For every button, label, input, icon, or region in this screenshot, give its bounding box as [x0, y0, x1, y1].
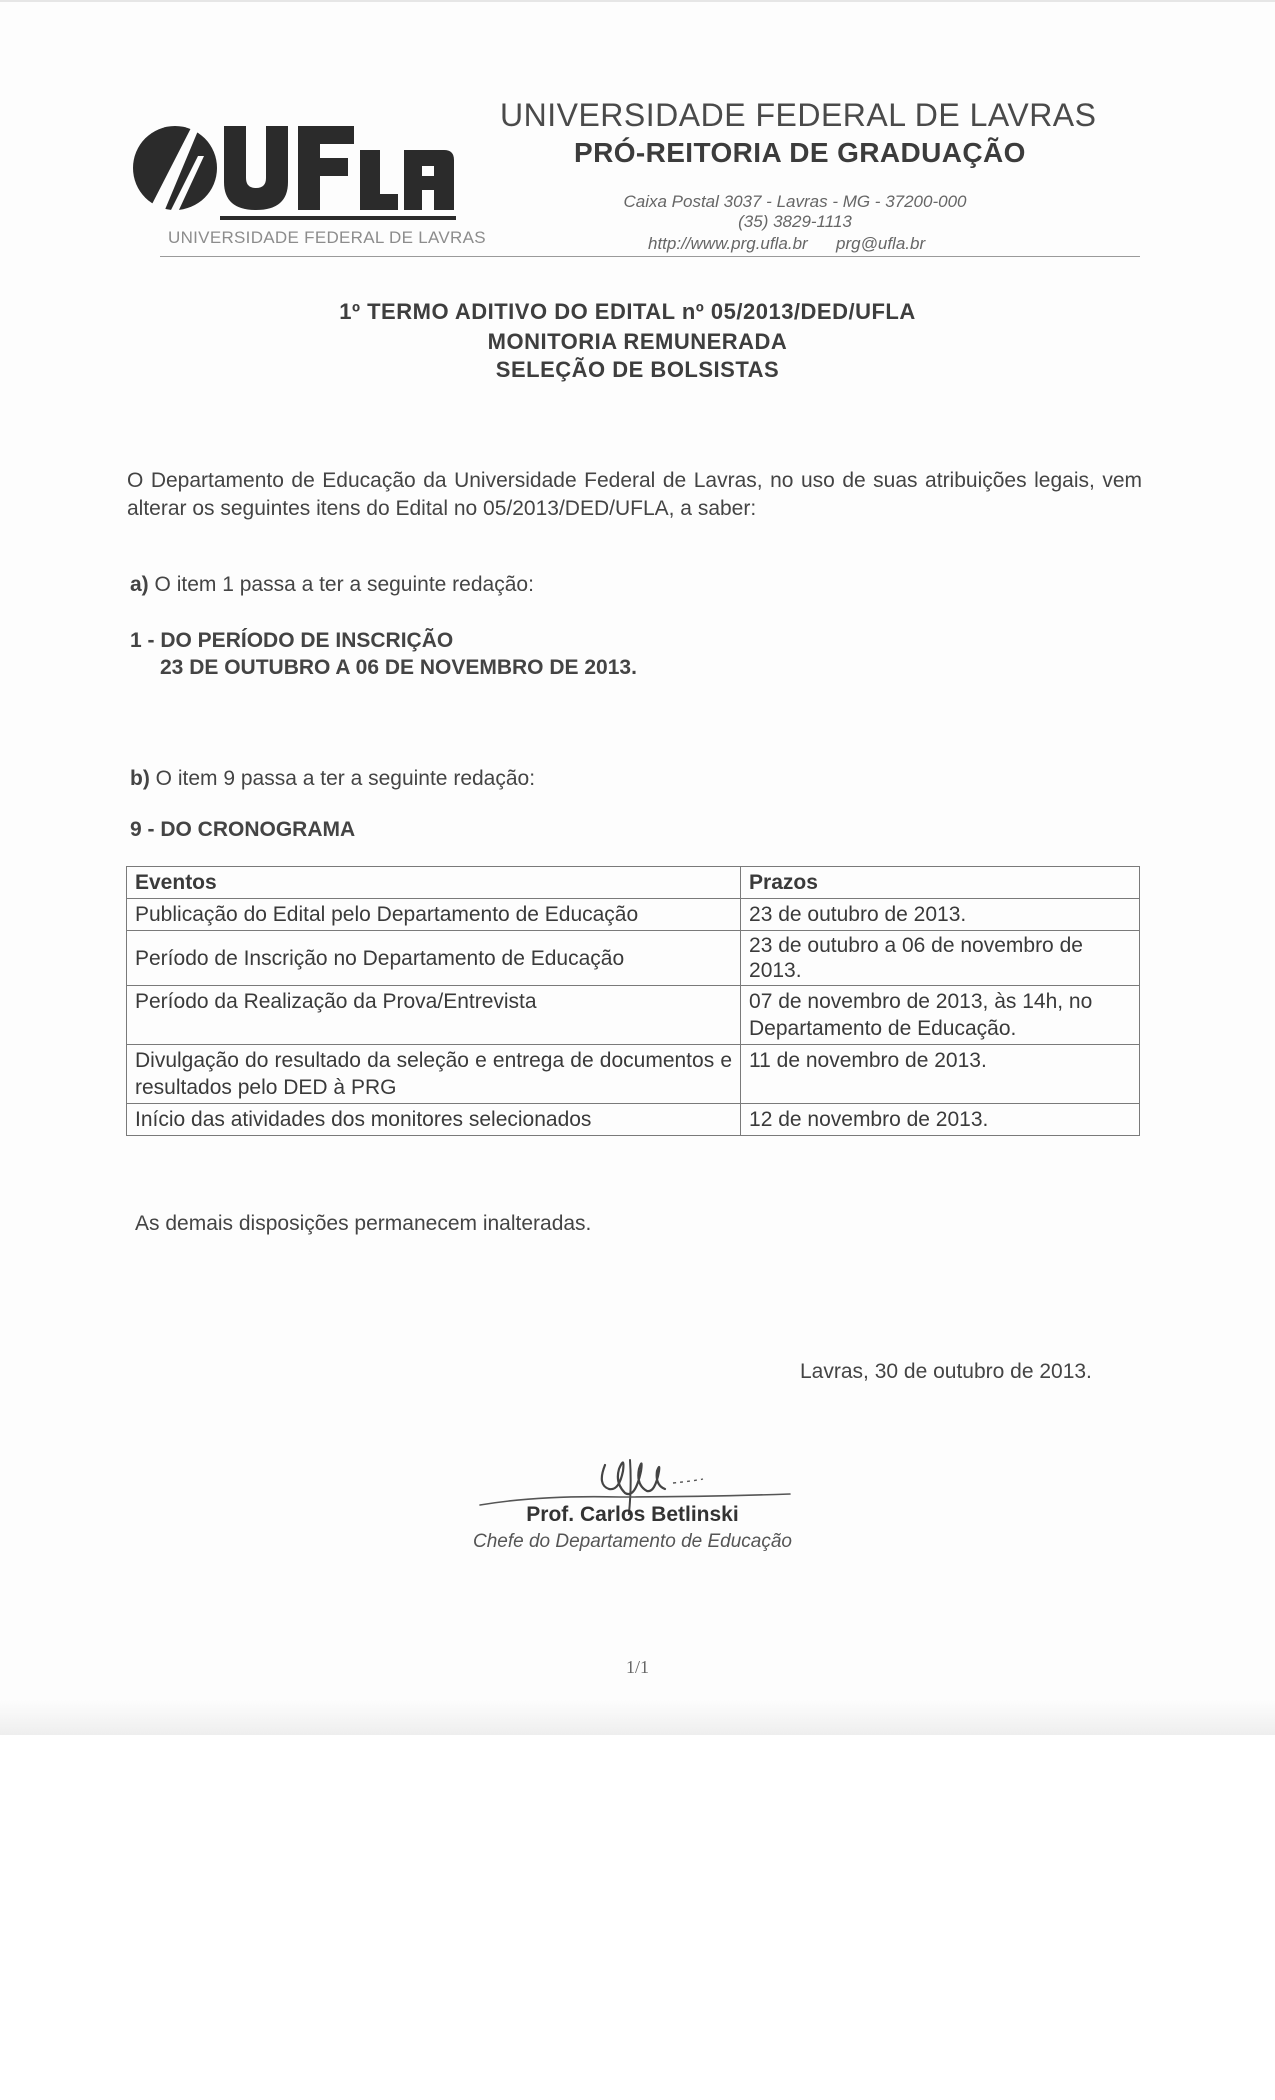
- table-row: [127, 986, 1140, 1045]
- deadline-cell: 12 de novembro de 2013.: [741, 1104, 1140, 1136]
- handwritten-signature: [470, 1405, 840, 1515]
- item-b-paragraph: [130, 767, 535, 791]
- deadline-cell: 23 de outubro de 2013.: [741, 899, 1140, 931]
- deadline-cell: 23 de outubro a 06 de novembro de 2013.: [741, 931, 1140, 986]
- table-row: [127, 899, 1140, 931]
- item-a-marker: a): [130, 573, 149, 596]
- event-cell: Período de Inscrição no Departamento de Educação: [127, 931, 741, 986]
- item-1-heading: 1 - DO PERÍODO DE INSCRIÇÃO: [130, 629, 454, 652]
- item-a-text: O item 1 passa a ter a seguinte redação:: [148, 573, 534, 596]
- events-header: Eventos: [127, 867, 741, 899]
- document-title: 1º TERMO ADITIVO DO EDITAL nº 05/2013/DED/UFLA: [339, 299, 916, 324]
- scan-edge: [0, 0, 1275, 2]
- email-link[interactable]: prg@ufla.br: [836, 234, 926, 253]
- schedule-table: [126, 866, 1140, 1136]
- postal-address: Caixa Postal 3037 - Lavras - MG - 37200-000: [623, 192, 967, 211]
- closing-statement: As demais disposições permanecem inalteradas.: [135, 1212, 592, 1235]
- pro-reitoria-name: PRÓ-REITORIA DE GRADUAÇÃO: [574, 137, 1026, 168]
- header-divider: [160, 256, 1140, 257]
- place-and-date: Lavras, 30 de outubro de 2013.: [800, 1360, 1092, 1383]
- item-b-text: O item 9 passa a ter a seguinte redação:: [149, 767, 536, 790]
- scan-bottom-edge: [0, 1700, 1275, 1735]
- event-cell: Período da Realização da Prova/Entrevista: [127, 986, 741, 1045]
- event-cell: Publicação do Edital pelo Departamento de Educação: [127, 899, 741, 931]
- table-header-row: [127, 867, 1140, 899]
- item-a-paragraph: [130, 573, 534, 597]
- university-name: UNIVERSIDADE FEDERAL DE LAVRAS: [500, 97, 1097, 133]
- page-number: 1/1: [625, 1657, 649, 1677]
- deadlines-header: Prazos: [741, 867, 1140, 899]
- table-row: [127, 1104, 1140, 1136]
- table-row: [127, 1045, 1140, 1104]
- table-row: [127, 931, 1140, 986]
- item-9-heading: 9 - DO CRONOGRAMA: [130, 818, 356, 841]
- intro-paragraph: O Departamento de Educação da Universidade Federal de Lavras, no uso de suas atribuições legais, vem alterar os seguintes itens do Edital no 05/2013/DED/UFLA, a saber:: [127, 469, 1142, 520]
- event-cell: Divulgação do resultado da seleção e entrega de documentos e resultados pelo DED à PRG: [127, 1045, 741, 1104]
- signer-name: Prof. Carlos Betlinski: [526, 1503, 739, 1526]
- deadline-cell: 11 de novembro de 2013.: [741, 1045, 1140, 1104]
- signer-role: Chefe do Departamento de Educação: [473, 1531, 792, 1552]
- document-subtitle-2: SELEÇÃO DE BOLSISTAS: [495, 357, 780, 382]
- item-b-marker: b): [130, 767, 150, 790]
- website-link[interactable]: http://www.prg.ufla.br: [648, 234, 808, 253]
- document-subtitle: MONITORIA REMUNERADA: [487, 329, 788, 354]
- deadline-cell: 07 de novembro de 2013, às 14h, no Departamento de Educação.: [741, 986, 1140, 1045]
- web-contacts: [648, 234, 925, 254]
- event-cell: Início das atividades dos monitores selecionados: [127, 1104, 741, 1136]
- inscription-dates: 23 DE OUTUBRO A 06 DE NOVEMBRO DE 2013.: [160, 656, 637, 679]
- phone-number: (35) 3829-1113: [738, 212, 852, 231]
- logo-caption: UNIVERSIDADE FEDERAL DE LAVRAS: [168, 228, 486, 247]
